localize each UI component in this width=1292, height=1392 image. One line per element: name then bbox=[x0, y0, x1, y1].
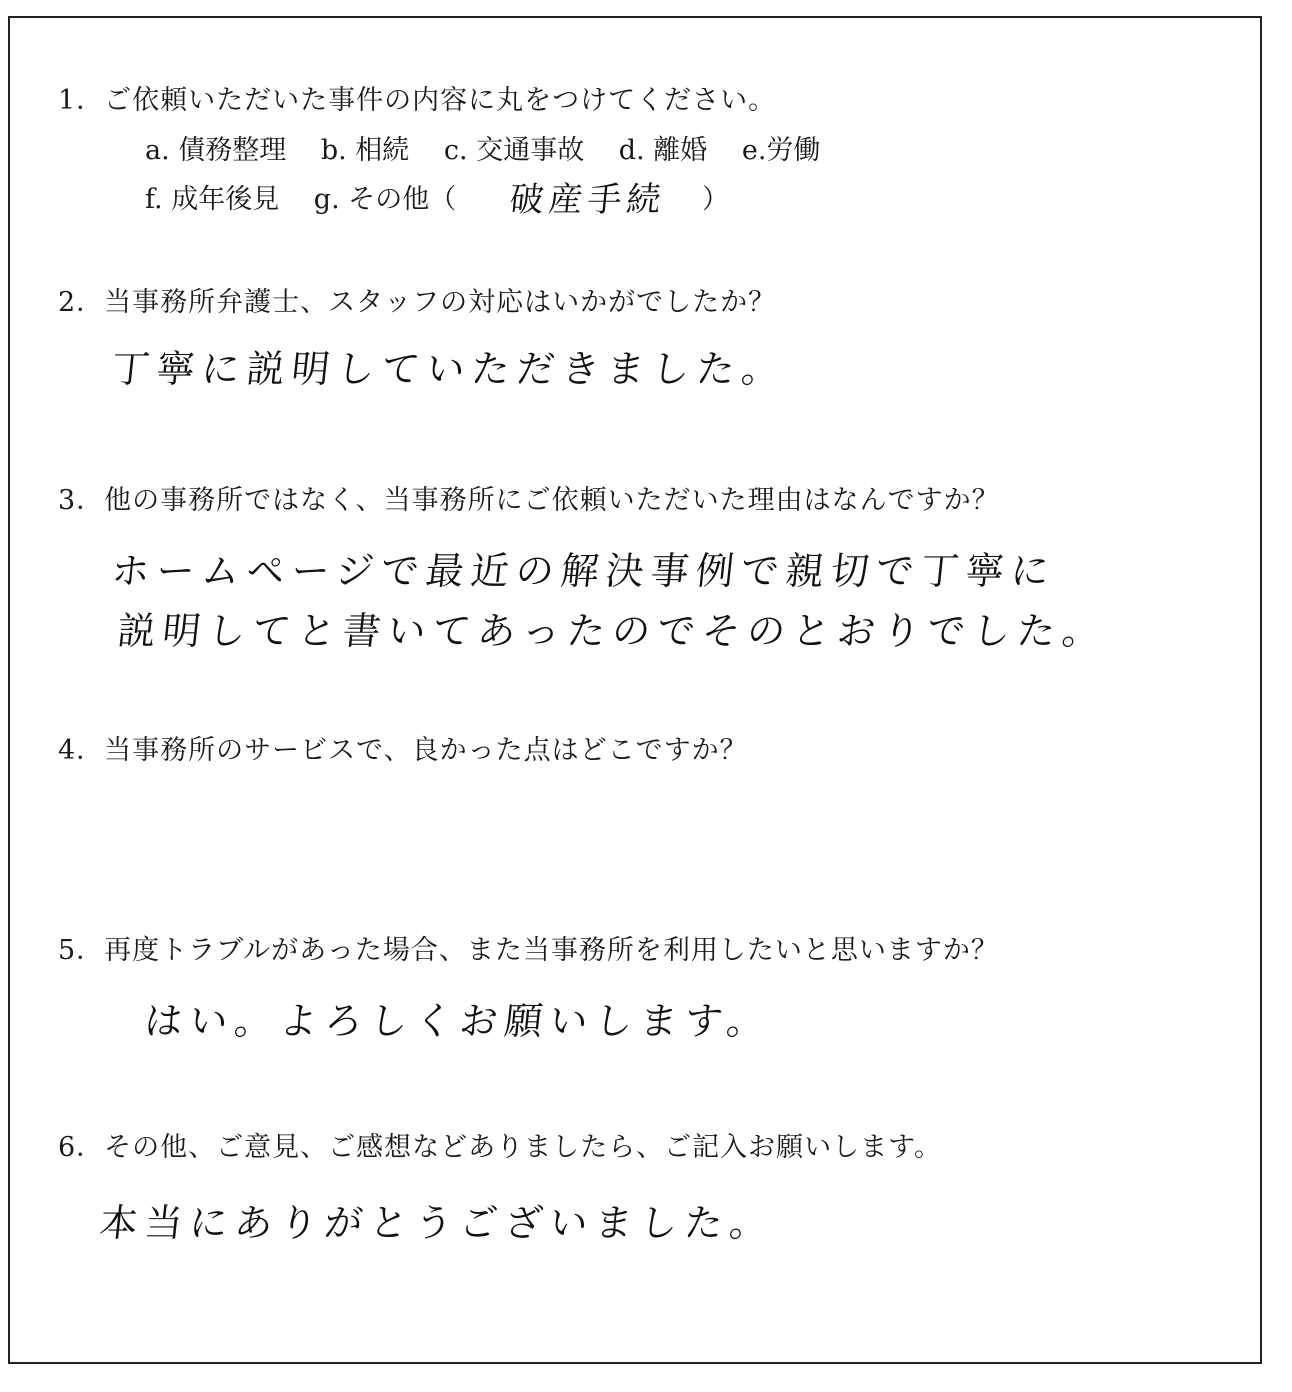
question-6: 6．その他、ご意見、ご感想などありましたら、ご記入お願いします。 bbox=[58, 1132, 943, 1163]
answer-3-line2-handwriting: 説明してと書いてあったのでそのとおりでした。 bbox=[115, 609, 1110, 653]
answer-5-handwriting: はい。よろしくお願いします。 bbox=[142, 999, 774, 1043]
other-answer-handwriting: 破産手続 bbox=[507, 180, 668, 220]
option-d: d. 離婚 bbox=[618, 135, 708, 166]
answer-3-line1-handwriting: ホームページで最近の解決事例で親切で丁寧に bbox=[109, 549, 1059, 593]
option-a: a. 債務整理 bbox=[145, 135, 287, 166]
question-1-options-2 bbox=[145, 177, 462, 216]
question-1: 1．ご依頼いただいた事件の内容に丸をつけてください。 bbox=[58, 85, 777, 116]
question-1-options bbox=[145, 128, 846, 167]
question-3: 3．他の事務所ではなく、当事務所にご依頼いただいた理由はなんですか？ bbox=[58, 485, 1000, 516]
question-2: 2．当事務所弁護士、スタッフの対応はいかがでしたか？ bbox=[58, 287, 777, 318]
answer-6-handwriting: 本当にありがとうございました。 bbox=[97, 1201, 777, 1245]
option-g: g. その他（ bbox=[313, 184, 457, 215]
option-c: c. 交通事故 bbox=[443, 135, 585, 166]
close-paren: ） bbox=[702, 184, 729, 215]
question-4: 4．当事務所のサービスで、良かった点はどこですか？ bbox=[58, 735, 748, 766]
answer-2-handwriting: 丁寧に説明していただきました。 bbox=[109, 347, 789, 391]
question-5: 5．再度トラブルがあった場合、また当事務所を利用したいと思いますか？ bbox=[58, 935, 999, 966]
option-f: f. 成年後見 bbox=[145, 184, 280, 215]
option-e: e.労働 bbox=[741, 135, 821, 166]
option-b: b. 相続 bbox=[320, 135, 410, 166]
